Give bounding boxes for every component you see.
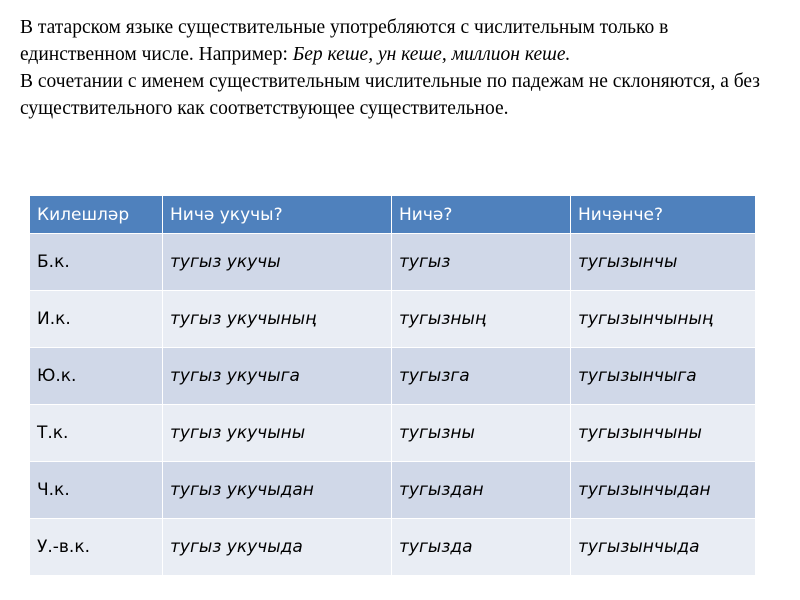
intro-paragraph-1 xyxy=(20,14,770,68)
form-cell: тугыз укучыга xyxy=(163,348,392,405)
case-cell: Ю.к. xyxy=(30,348,163,405)
form-cell: тугыз укучының xyxy=(163,291,392,348)
form-cell: тугызынчының xyxy=(571,291,756,348)
header-how-many-students: Ничә укучы? xyxy=(163,196,392,234)
form-cell: тугызынчы xyxy=(571,234,756,291)
form-cell: тугызда xyxy=(392,519,571,576)
case-cell: У.-в.к. xyxy=(30,519,163,576)
header-how-many: Ничә? xyxy=(392,196,571,234)
form-cell: тугыз укучыда xyxy=(163,519,392,576)
form-cell: тугызга xyxy=(392,348,571,405)
form-cell: тугызынчыга xyxy=(571,348,756,405)
form-cell: тугызынчыны xyxy=(571,405,756,462)
table-row xyxy=(30,234,756,291)
form-cell: тугызның xyxy=(392,291,571,348)
form-cell: тугыз укучыдан xyxy=(163,462,392,519)
case-cell: Т.к. xyxy=(30,405,163,462)
table-row xyxy=(30,462,756,519)
table-row xyxy=(30,405,756,462)
form-cell: тугыз xyxy=(392,234,571,291)
form-cell: тугызынчыдан xyxy=(571,462,756,519)
table-header-row xyxy=(30,196,756,234)
form-cell: тугыз укучыны xyxy=(163,405,392,462)
case-cell: Б.к. xyxy=(30,234,163,291)
case-cell: И.к. xyxy=(30,291,163,348)
intro-text xyxy=(20,14,770,122)
form-cell: тугыз укучы xyxy=(163,234,392,291)
header-which-ordinal: Ничәнче? xyxy=(571,196,756,234)
case-declension-table xyxy=(29,195,756,576)
case-cell: Ч.к. xyxy=(30,462,163,519)
intro-paragraph-2: В сочетании с именем существительным числительные по падежам не склоняются, а без существительного как соответствующее существительное. xyxy=(20,71,761,119)
table-row xyxy=(30,519,756,576)
intro-example: Бер кеше, ун кеше, миллион кеше. xyxy=(292,44,571,65)
table-row xyxy=(30,348,756,405)
intro-paragraph-1-text: В татарском языке существительные употребляются с числительным только в единственном числе. Например: xyxy=(20,17,669,65)
header-cases: Килешләр xyxy=(30,196,163,234)
form-cell: тугызынчыда xyxy=(571,519,756,576)
form-cell: тугызны xyxy=(392,405,571,462)
table-row xyxy=(30,291,756,348)
form-cell: тугыздан xyxy=(392,462,571,519)
